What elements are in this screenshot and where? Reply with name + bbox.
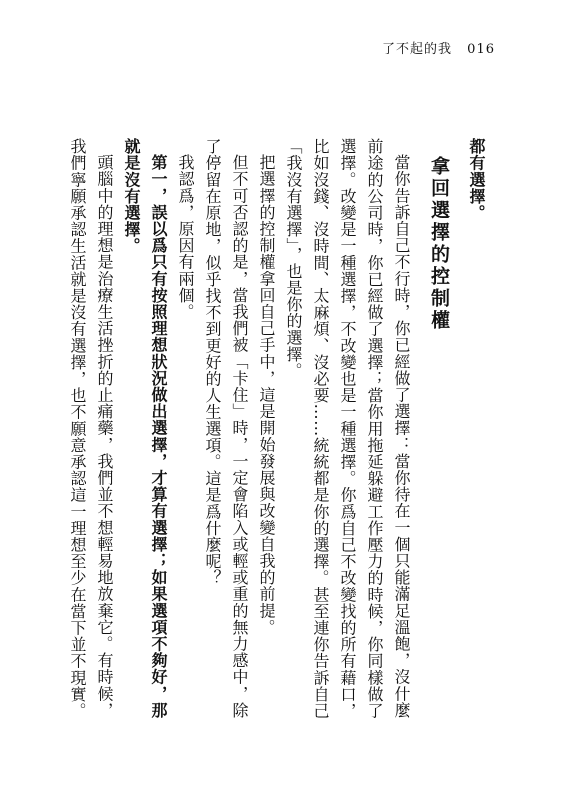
lead-sentence: 都有選擇。	[467, 138, 486, 221]
book-title: 了不起的我	[382, 42, 453, 57]
paragraph-1: 當你告訴自己不行時，你已經做了選擇：當你待在一個只能滿足溫飽，沒什麼前途的公司時，你已經做了選擇；當你用拖延躲避工作壓力的時候，你同樣做了選擇。改變是一種選擇，不改變也是一種選擇。你爲自己不改變找的所有藉口，比如沒錢、沒時間、太麻煩、沒必要……統統都是你的選擇。甚至連你告訴自己「我沒有選擇」，也是你的選擇。	[284, 138, 411, 719]
paragraph-3: 但不可否認的是，當我們被「卡住」時，一定會陷入或輕或重的無力感中，除了停留在原地，似乎找不到更好的人生選項。這是爲什麼呢？	[203, 138, 249, 719]
paragraph-2: 把選擇的控制權拿回自己手中，這是開始發展與改變自我的前提。	[257, 154, 276, 636]
paragraph-4: 我認爲，原因有兩個。	[176, 154, 195, 320]
page-number: 016	[467, 42, 495, 57]
section-heading: 拿回選擇的控制權	[428, 156, 450, 332]
paragraph-6: 頭腦中的理想是治療生活挫折的止痛藥，我們並不想輕易地放棄它。有時候，我們寧願承認生活就是沒有選擇，也不願意承認這一理想至少在當下並不現實。	[68, 138, 114, 719]
paragraph-5-bold: 第一，誤以爲只有按照理想狀況做出選擇，才算有選擇；如果選項不夠好，那就是沒有選擇。	[122, 138, 168, 719]
page-body	[70, 138, 490, 720]
running-header	[382, 38, 495, 57]
